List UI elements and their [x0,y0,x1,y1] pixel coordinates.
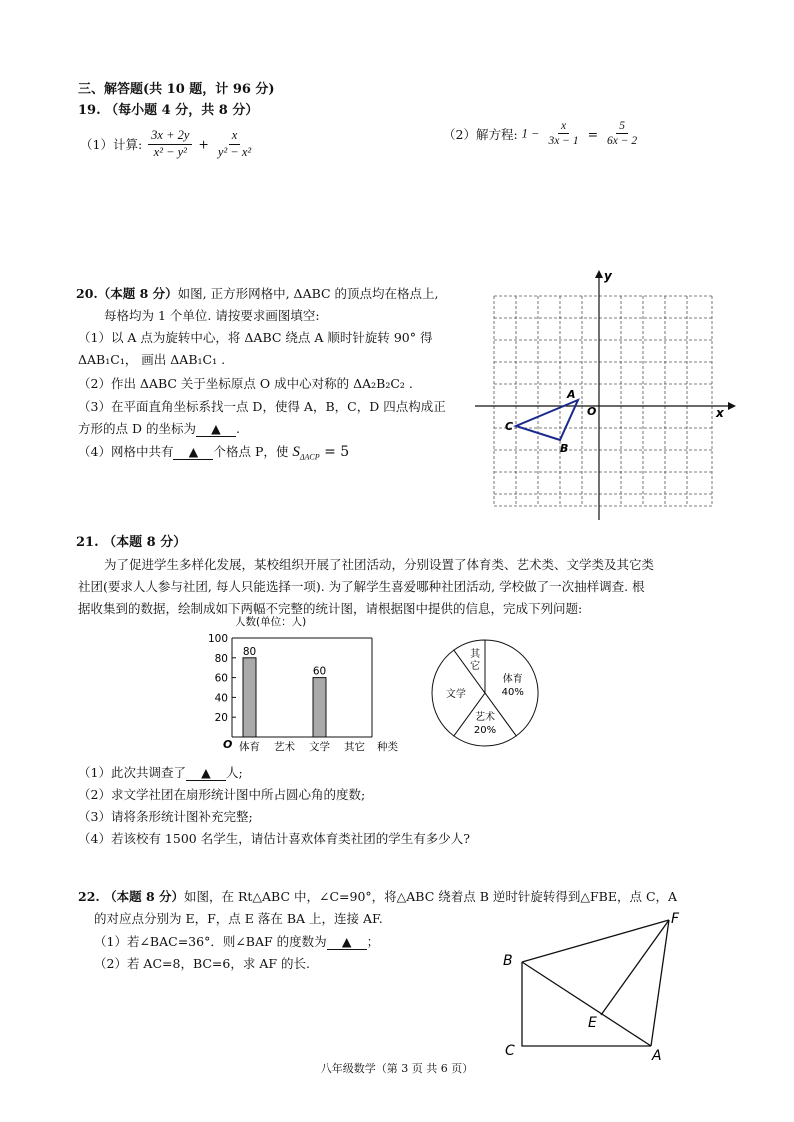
pie-percent-艺术: 20% [473,725,497,737]
bar-x-axis-label: 种类 [377,741,398,753]
q21-p1 [78,763,243,781]
q19-p1-label: （1）计算: [80,137,143,153]
q20-intro2: 每格均为 1 个单位. 请按要求画图填空: [104,308,320,323]
q22-p1 [94,932,379,950]
q20-p4-pre: （4）网格中共有 [78,444,174,459]
bar-category-label: 体育 [239,741,260,753]
q21-p2: （2）求文学社团在扇形统计图中所占圆心角的度数; [78,787,366,802]
section-heading: 三、解答题(共 10 题，计 96 分) [78,82,275,97]
q22-figure [495,905,695,1070]
q20-intro-line [76,284,439,302]
q20-p4-s: S [292,444,300,460]
q19-header: 19. （每小题 4 分，共 8 分） [78,103,259,118]
q20-p1b: ΔAB₁C₁， 画出 ΔAB₁C₁ . [78,352,226,367]
bar-y-tick-label: 20 [214,712,228,725]
bar-体育 [243,658,256,737]
q19-p1-frac2-den: y² − x² [217,144,252,159]
q22-line1-text: 如图，在 Rt△ABC 中，∠C=90°，将△ABC 绕着点 B 逆时针旋转得到△FBE，点 C，A [184,889,678,904]
segment-fa [651,920,669,1046]
pie-label-其它: 它 [470,660,481,672]
q20-header: 20.（本题 8 分） [76,286,178,301]
q19-p2-fraction2 [604,119,640,149]
vertex-a-label: A [652,1048,662,1064]
q21-answer-blank-1[interactable]: ▲ [186,765,226,781]
pie-label-其它: 其 [470,648,481,660]
q19-p1-frac2-num: x [229,128,241,145]
q20-p4-sub: ΔACP [299,452,320,462]
bar-chart-title: 人数(单位：人) [235,616,307,628]
q21-header: 21. （本题 8 分） [76,535,187,550]
q19-p1-frac1-den: x² − y² [153,144,187,159]
q20-p4 [78,442,349,462]
q19-p2-frac1-num: x [558,119,569,134]
bar-chart [200,612,410,758]
q20-p2: （2）作出 ΔABC 关于坐标原点 O 成中心对称的 ΔA₂B₂C₂ . [78,376,413,391]
bar-data-label: 60 [312,665,327,678]
y-axis-label: y [604,269,612,283]
q20-answer-blank-4[interactable]: ▲ [173,444,213,460]
page-footer: 八年级数学（第 3 页 共 6 页） [320,1062,474,1075]
q19-p1-fraction1 [148,128,192,160]
q20-intro: 如图, 正方形网格中, ΔABC 的顶点均在格点上, [177,286,439,301]
q22-p2: （2）若 AC=8，BC=6，求 AF 的长. [94,956,310,971]
bar-文学 [313,678,326,737]
q21-p1-pre: （1）此次共调查了 [78,765,186,780]
bar-data-label: 80 [242,645,257,658]
pie-label-体育: 体育 [502,673,523,685]
q21-p3: （3）请将条形统计图补充完整; [78,809,253,824]
origin-label: O [587,405,597,418]
grid-lines [494,296,712,506]
q22-answer-blank-1[interactable]: ▲ [327,934,367,950]
bar-y-tick-label: 80 [214,652,228,665]
q20-p3b-post: . [235,421,240,436]
q20-answer-blank-3[interactable]: ▲ [196,421,236,437]
bar-y-tick-label: 100 [207,633,228,645]
q19-p2-eq: = [587,126,599,142]
q21-para3: 据收集到的数据，绘制成如下两幅不完整的统计图，请根据图中提供的信息，完成下列问题: [78,601,583,616]
q20-p3b-pre: 方形的点 D 的坐标为 [78,421,196,436]
bar-y-tick-label: 40 [214,692,228,705]
q22-p1-pre: （1）若∠BAC=36°．则∠BAF 的度数为 [94,934,327,949]
q22-line2: 的对应点分别为 E，F，点 E 落在 BA 上，连接 AF. [94,911,383,926]
segment-bf [522,920,669,962]
bar-category-label: 艺术 [274,741,295,753]
q20-p3a: （3）在平面直角坐标系找一点 D，使得 A，B，C，D 四点构成正 [78,399,446,414]
vertex-e-label: E [588,1015,597,1031]
q19-p1-fraction2 [215,128,254,160]
bar-y-tick-label: 60 [214,672,228,685]
q21-p1-post: 人; [225,765,243,780]
bar-category-label: 其它 [344,741,365,753]
q19-p2-fraction1 [545,119,581,149]
point-a-label: A [567,388,576,401]
q19-part1 [80,128,256,160]
bar-category-label: 文学 [309,741,330,753]
q20-p4-mid: 个格点 P，使 [213,444,289,459]
vertex-f-label: F [671,911,680,927]
q20-p4-eq: = 5 [319,444,350,460]
y-axis-arrow-icon [595,270,603,278]
point-b-label: B [560,442,569,455]
q19-p2-frac2-num: 5 [616,119,628,134]
pie-label-文学: 文学 [445,689,466,700]
q19-part2 [443,119,642,149]
vertex-c-label: C [505,1043,515,1059]
pie-label-艺术: 艺术 [475,712,495,724]
q21-para1: 为了促进学生多样化发展，某校组织开展了社团活动，分别设置了体育类、艺术类、文学类及其它类 [104,557,655,572]
q19-p1-frac1-num: 3x + 2y [148,128,192,145]
x-axis-arrow-icon [728,402,736,410]
segment-ba [522,962,651,1046]
segment-fe [601,920,669,1015]
q20-p1a: （1）以 A 点为旋转中心，将 ΔABC 绕点 A 顺时针旋转 90° 得 [78,330,433,345]
q21-p4: （4）若该校有 1500 名学生，请估计喜欢体育类社团的学生有多少人? [78,831,470,846]
q21-para2: 社团(要求人人参与社团, 每人只能选择一项). 为了解学生喜爱哪种社团活动, 学校做了一次抽样调查. 根 [78,579,645,594]
q19-p2-lhs: 1 − [521,126,540,141]
q20-p3b [78,419,240,437]
vertex-b-label: B [503,953,513,969]
point-c-label: C [505,420,514,433]
bar-origin-label: O [223,738,233,751]
x-axis-label: x [716,406,724,420]
q19-p2-frac1-den: 3x − 1 [548,135,579,148]
q19-p2-frac2-den: 6x − 2 [607,135,638,148]
q22-header: 22. （本题 8 分） [78,889,184,904]
q20-grid-figure [470,268,740,523]
q19-p1-plus: + [198,136,209,152]
q22-p1-post: ； [366,934,380,949]
q19-p2-label: （2）解方程: [443,126,518,142]
pie-percent-体育: 40% [501,686,524,698]
q22-line1 [78,887,677,905]
pie-chart [425,633,545,753]
